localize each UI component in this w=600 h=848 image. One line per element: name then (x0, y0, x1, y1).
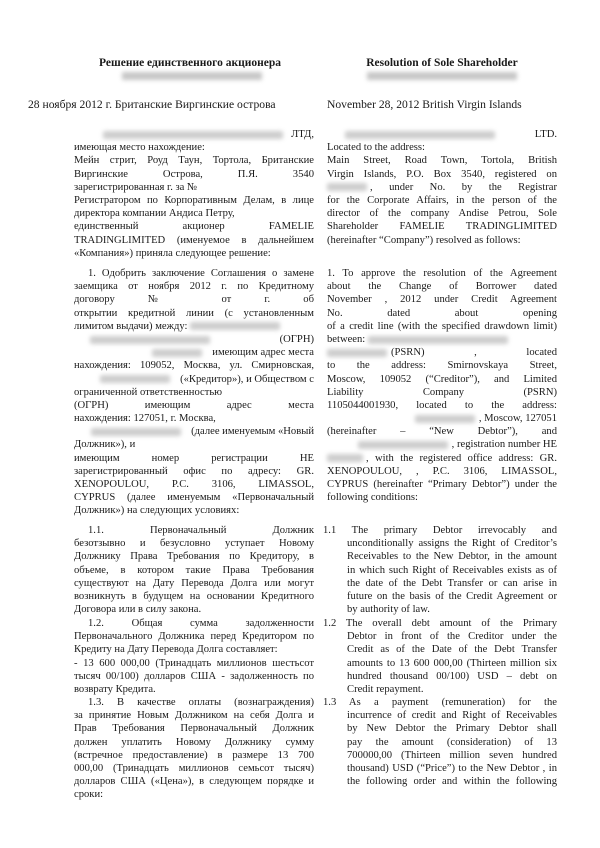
p1-line: November , 2012 under Credit Agreement (327, 294, 557, 306)
p1-line: нахождения: 109052, Москва, ул. Смирновская, (74, 360, 314, 372)
intro-line: директора компании Андиса Петру, (74, 208, 235, 220)
p1-line: XENOPOULOU, , P.C. 3106, LIMASSOL, (327, 465, 557, 477)
clause-line: существуют на Дату Перевода Долга или могут (74, 577, 314, 589)
clause-line: безотзывно и безусловно уступает Новому (74, 538, 314, 550)
clause-line: должен уплатить Новому Должнику сумму (74, 736, 314, 748)
clause-line: the date of the Debt Transfer or can arise in (347, 577, 557, 589)
clause-line: (встречное предоставление) в размере 13 700 (74, 749, 314, 761)
p1-line: (ОГРН) (74, 333, 314, 346)
p1-line: имеющим адрес места (74, 346, 314, 359)
russian-clause-1-1 (74, 524, 314, 616)
p1-line: Liability Company (PSRN) (327, 386, 557, 398)
intro-line: имеющая место нахождение: (74, 142, 205, 154)
clause-line: Receivables to the New Debtor, in the amount (347, 551, 557, 563)
clause-line: in which such Right of Receivables exists as of (347, 564, 557, 576)
english-clause-1-3 (323, 696, 557, 788)
p1-line: of a credit line (with the specified drawdown limit) (327, 320, 557, 332)
clause-line: pay the amount (consideration) of 13 (347, 736, 557, 748)
clause-line: future on the basis of the Credit Agreement or (347, 590, 557, 602)
clause-line: - 13 600 000,00 (Тринадцать миллионов шестьсот (74, 657, 314, 669)
clause-line: hundred thousand 00/100) USD – debt on (347, 670, 557, 682)
intro-line: LTD. (327, 128, 557, 141)
intro-line: , under No. by the Registrar (327, 181, 557, 194)
intro-line: Мейн стрит, Роуд Таун, Тортола, Британские (74, 155, 314, 167)
russian-paragraph-1 (74, 267, 314, 518)
clause-line: amounts to 13 600 000,00 (Thirteen million six (347, 657, 557, 669)
clause-line: сроки: (74, 789, 104, 801)
clause-line: Договора или в силу закона. (74, 604, 202, 616)
p1-line: договору № от г. об (74, 294, 314, 306)
p1-line: (PSRN) , located (327, 346, 557, 359)
clause-line: by authority of law. (347, 604, 430, 616)
p1-line: , with the registered office address: GR. (327, 452, 557, 465)
clause-line: thousand) USD (“Price”) to the New Debtor , in (347, 762, 557, 774)
clause-line: the following order and within the following (347, 776, 557, 788)
intro-line: ЛТД, (74, 128, 314, 141)
p1-line: открытии кредитной линии (с установленным (74, 307, 314, 319)
p1-line: (hereinafter – “New Debtor”), and (327, 426, 557, 438)
intro-line: for the Corporate Affairs, in the person of the (327, 194, 557, 206)
intro-line: зарегистрированная г. за № (74, 181, 198, 193)
p1-line: Должник») на следующих условиях: (74, 505, 240, 517)
p1-line: 1105044001930, located to the address: (327, 399, 557, 411)
clause-line: Должнику Права Требования по Кредитору, в (74, 551, 314, 563)
russian-clause-1-2 (74, 617, 314, 696)
english-paragraph-1 (327, 267, 557, 504)
russian-date-place: 28 ноября 2012 г. Британские Виргинские острова (28, 98, 276, 111)
intro-line: TRADINGLIMITED (именуемое в дальнейшем (74, 234, 314, 246)
p1-line: following conditions: (327, 492, 418, 504)
english-title: Resolution of Sole Shareholder (366, 57, 518, 69)
intro-line: Virgin Islands, P.O. Box 3540, registered on (327, 168, 557, 180)
intro-line: director of the company Andise Petrou, Sole (327, 208, 557, 220)
p1-line: , registration number HE (327, 438, 557, 451)
p1-line: имеющим номер регистрации HE (74, 452, 314, 464)
english-clause-1-1 (323, 524, 557, 616)
clause-line: возврату Кредита. (74, 683, 156, 695)
russian-title: Решение единственного акционера (99, 57, 281, 69)
p1-line: (ОГРН) имеющим адрес места (74, 399, 314, 411)
p1-line: XENOPOULOU, P.C. 3106, LIMASSOL, (74, 479, 314, 490)
p1-line: ограниченной ответственностью (74, 386, 223, 398)
clause-line: 1.2. Общая сумма задолженности (88, 618, 314, 629)
clause-line: Credit as of the Date of the Debt Transfer (347, 644, 557, 656)
clause-line: за принятие Новым Должником на себя Долга и (74, 710, 314, 722)
p1-line: заемщика от ноября 2012 г. по Кредитному (74, 281, 314, 293)
p1-line: No. dated about opening (327, 307, 557, 319)
clause-line: объеме, в котором такие Права Требования (74, 564, 314, 576)
clause-line: Прав Требования Первоначальный Должник (74, 723, 314, 735)
clause-line: долларов США («Цена»), в следующем порядке и (74, 776, 314, 788)
p1-line: 1. To approve the resolution of the Agreement (327, 268, 557, 279)
p1-line: нахождения: 127051, г. Москва, (74, 413, 216, 425)
clause-line: Кредиту на Дату Перевода Долга составляет: (74, 644, 278, 656)
p1-line: зарегистрированный офис по адресу: GR. (74, 465, 314, 477)
p1-line: лимитом выдачи) между: (74, 320, 314, 333)
clause-line: Credit repayment. (347, 683, 424, 695)
english-clause-1-2 (323, 617, 557, 696)
p1-line: CYPRUS (далее именуемым «Первоначальный (74, 492, 314, 504)
p1-line: Должник»), и (74, 439, 136, 451)
clause-line: 1.1. Первоначальный Должник (88, 525, 314, 536)
p1-line: Moscow, 109052 (“Creditor”), and Limited (327, 373, 557, 385)
redacted-name (367, 72, 517, 80)
redacted-name (122, 72, 262, 80)
clause-line: 000,00 (Тринадцать миллионов семьсот тысяч) (74, 762, 314, 774)
p1-line: («Кредитор»), и Обществом с (74, 373, 314, 386)
clause-line: unconditionally assigns the Right of Creditor’s (347, 538, 557, 550)
clause-line: 700000,00 (Thirteen million seven hundred (347, 749, 557, 761)
clause-line: возникнуть в будущем на основании Кредитного (74, 590, 314, 602)
intro-line: единственный акционер FAMELIE (74, 221, 314, 233)
clause-line: тысяч 00/100) долларов США - задолженность по (74, 670, 314, 682)
intro-line: Shareholder FAMELIE TRADINGLIMITED (327, 221, 557, 233)
p1-line: (далее именуемым «Новый (74, 425, 314, 438)
p1-line: CYPRUS (hereinafter “Primary Debtor”) under the (327, 479, 557, 490)
english-date-place: November 28, 2012 British Virgin Islands (327, 98, 522, 111)
p1-line: , Moscow, 127051 (327, 412, 557, 425)
clause-line: 1.3 As a payment (remuneration) for the (323, 697, 557, 708)
english-intro (327, 128, 557, 247)
p1-line: 1. Одобрить заключение Соглашения о замене (88, 268, 314, 279)
clause-line: 1.2 The overall debt amount of the Primary (323, 618, 557, 629)
clause-line: Первоначального Должника перед Кредитором по (74, 631, 314, 643)
intro-line: Located to the address: (327, 142, 425, 154)
p1-line: about the Change of Borrower dated (327, 281, 557, 293)
p1-line: between: (327, 333, 557, 346)
russian-clause-1-3 (74, 696, 314, 802)
russian-intro (74, 128, 314, 260)
intro-line: Регистратором по Корпоративным Делам, в лице (74, 194, 314, 206)
clause-line: 1.3. В качестве оплаты (вознаграждения) (88, 697, 314, 708)
clause-line: by New Debtor the Primary Debtor shall (347, 723, 557, 735)
intro-line: (hereinafter “Company”) resolved as follows: (327, 234, 521, 246)
intro-line: Main Street, Road Town, Tortola, British (327, 155, 557, 167)
intro-line: Виргинские Острова, П.Я. 3540 (74, 168, 314, 180)
clause-line: 1.1 The primary Debtor irrevocably and (323, 525, 557, 536)
clause-line: Debtor in front of the Creditor under the (347, 631, 557, 643)
clause-line: incurrence of credit and Right of Receivables (347, 710, 557, 722)
p1-line: to the address: Smirnovskaya Street, (327, 360, 557, 372)
intro-line: «Компания») приняла следующее решение: (74, 247, 271, 259)
